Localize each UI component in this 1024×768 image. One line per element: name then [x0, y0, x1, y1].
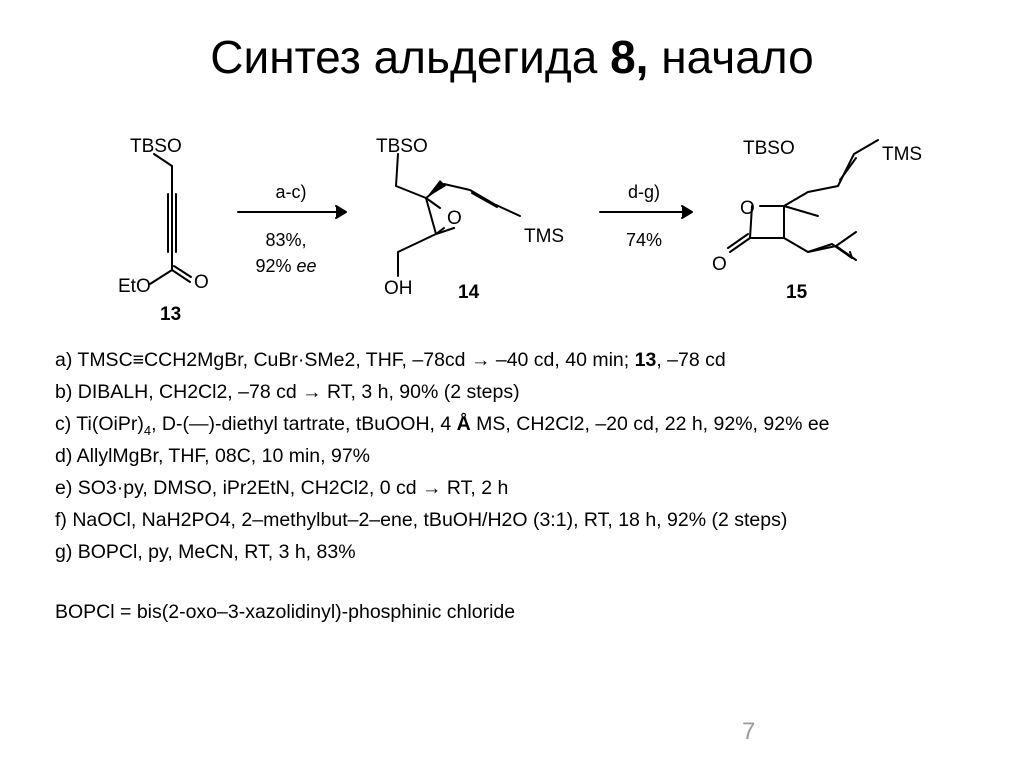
condition-b — [55, 376, 995, 408]
arrow-right-icon: → — [470, 349, 491, 371]
compound-13-eto: EtO — [118, 276, 151, 297]
compound-15-ring-bonds — [728, 206, 784, 252]
compound-14-wedge — [426, 180, 446, 198]
condition-f: f) NaOCl, NaH2PO4, 2–methylbut–2–ene, tBuOH/H2O (3:1), RT, 18 h, 92% (2 steps) — [55, 509, 788, 531]
compound-15-carbonyl-o: O — [712, 254, 727, 275]
arrow-1-ee-unit: ee — [296, 256, 317, 276]
compound-13-o: O — [194, 272, 209, 293]
compound-14-tbso: TBSO — [376, 136, 428, 157]
compound-15-side-bonds — [784, 140, 878, 258]
compound-14-epoxide-o: O — [447, 208, 462, 229]
slide-title — [0, 30, 1024, 85]
condition-a — [55, 344, 995, 376]
compound-14-label: 14 — [458, 282, 480, 303]
condition-c-end: MS, CH2Cl2, –20 cd, 22 h, 92%, 92% ee — [470, 413, 830, 435]
title-suffix: начало — [648, 31, 814, 83]
compound-14-oh: OH — [384, 278, 413, 299]
reaction-scheme — [60, 120, 960, 340]
arrow-2-yield: 74% — [625, 230, 663, 250]
compound-15-allyl — [808, 232, 856, 260]
page-number: 7 — [742, 718, 756, 745]
reaction-arrow-1-head — [336, 206, 346, 218]
compound-15-tbso: TBSO — [743, 138, 795, 159]
arrow-1-reagents: a-c) — [275, 182, 307, 202]
arrow-2-reagents: d-g) — [627, 182, 661, 202]
condition-g: g) BOPCl, py, MeCN, RT, 3 h, 83% — [55, 541, 356, 563]
compound-15-ring-o: O — [740, 198, 755, 219]
spacer — [55, 568, 995, 596]
compound-14-tms: TMS — [524, 226, 565, 247]
condition-a-end: , –78 cd — [656, 349, 726, 371]
arrow-1-ee — [255, 256, 316, 276]
arrow-right-icon: → — [422, 477, 442, 499]
condition-b-end: RT, 3 h, 90% (2 steps) — [321, 381, 520, 403]
compound-15-tms: TMS — [882, 144, 923, 165]
condition-e — [55, 472, 995, 504]
condition-a-mid: –40 cd, 40 min; — [490, 349, 635, 371]
condition-c-subscript: 4 — [143, 422, 152, 438]
condition-d: d) AllylMgBr, THF, 08C, 10 min, 97% — [55, 445, 371, 467]
condition-c-angstrom: Å — [456, 413, 471, 435]
compound-13-label: 13 — [160, 304, 182, 325]
condition-c-text: c) Ti(OiPr) — [55, 413, 144, 435]
reaction-arrow-2-head — [682, 206, 692, 218]
condition-e-end: RT, 2 h — [441, 477, 509, 499]
compound-15-label: 15 — [786, 282, 808, 303]
condition-e-text: e) SO3·py, DMSO, iPr2EtN, CH2Cl2, 0 cd — [55, 477, 422, 499]
title-prefix: Синтез альдегида — [210, 31, 611, 83]
compound-13-bonds — [150, 154, 191, 284]
bopcl-definition: BOPCl = bis(2-oxo–3-xazolidinyl)-phosphinic chloride — [55, 601, 516, 623]
arrow-right-icon: → — [302, 381, 322, 403]
condition-a-compound: 13 — [634, 349, 657, 371]
condition-b-text: b) DIBALH, CH2Cl2, –78 cd — [55, 381, 303, 403]
title-compound-number: 8, — [610, 31, 649, 83]
arrow-1-yield: 83%, — [265, 230, 307, 250]
arrow-1-ee-value: 92% — [255, 256, 297, 276]
compound-13-tbso: TBSO — [130, 136, 182, 157]
condition-a-text: a) TMSC≡CCH2MgBr, CuBr·SMe2, THF, –78cd — [55, 349, 471, 371]
condition-c — [55, 408, 995, 440]
condition-c-mid: , D-(—)-diethyl tartrate, tBuOOH, 4 — [151, 413, 457, 435]
reaction-conditions — [55, 344, 995, 628]
